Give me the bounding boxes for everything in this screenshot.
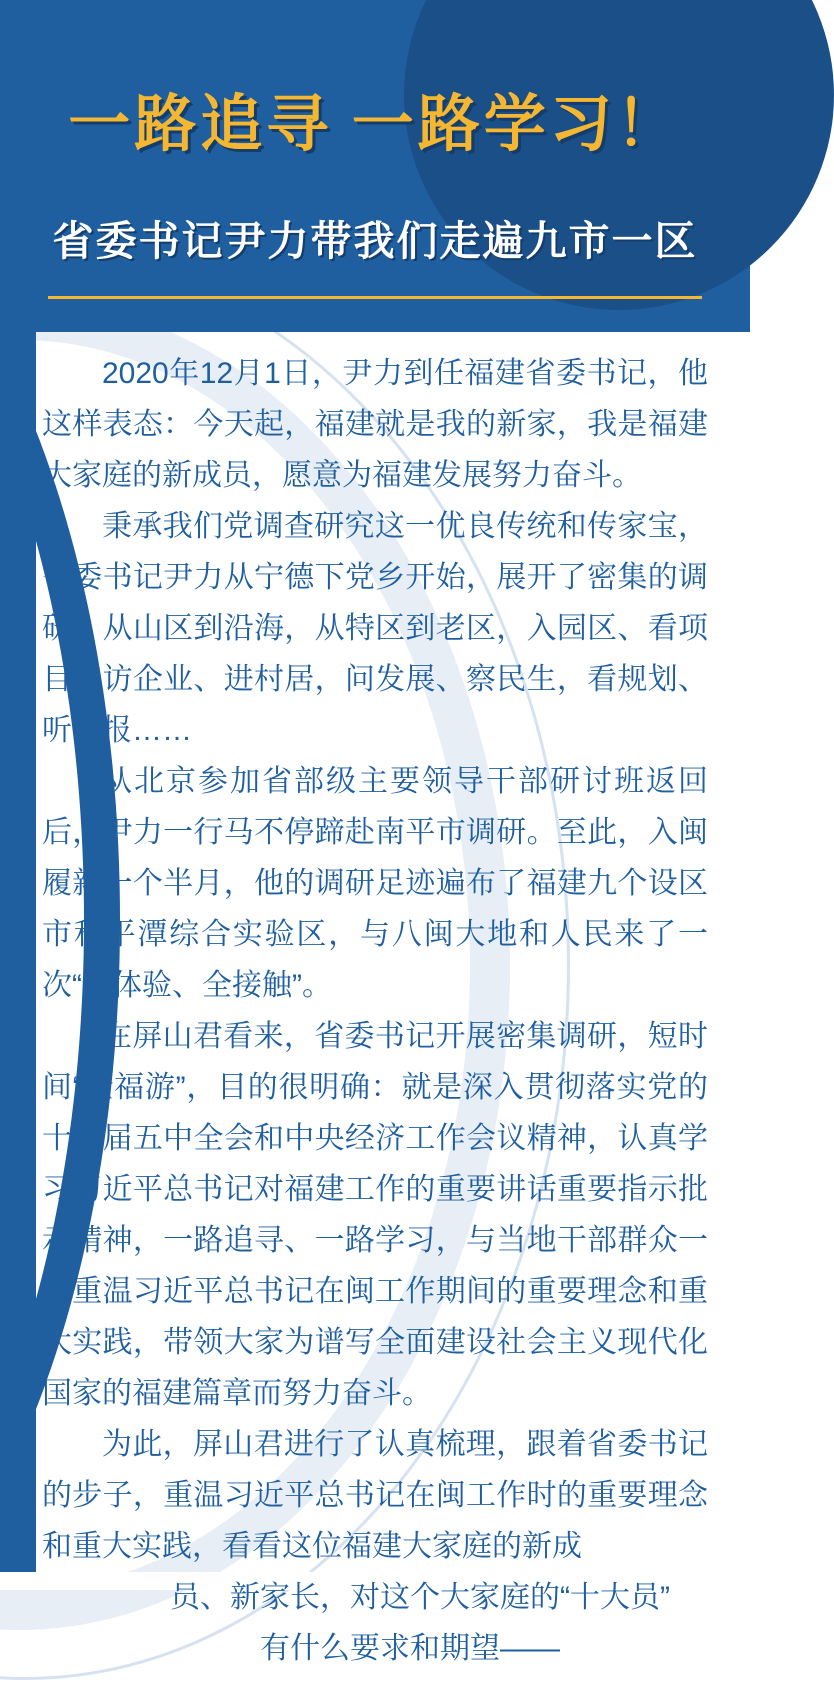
title-divider bbox=[48, 296, 702, 299]
article-body bbox=[42, 348, 708, 1674]
paragraph-tail: 有什么要求和期望—— bbox=[260, 1632, 560, 1665]
paragraph: 在屏山君看来，省委书记开展密集调研，短时间“全福游”，目的很明确：就是深入贯彻落实党的十九届五中全会和中央经济工作会议精神，认真学习习近平总书记对福建工作的重要讲话重要指示批示精神，一路追寻、一路学习，与当地干部群众一起重温习近平总书记在闽工作期间的重要理念和重大实践，带领大家为谱写全面建设社会主义现代化国家的福建篇章而努力奋斗。 bbox=[42, 1020, 708, 1410]
paragraph: 从北京参加省部级主要领导干部研讨班返回后，尹力一行马不停蹄赴南平市调研。至此，入闽履新一个半月，他的调研足迹遍布了福建九个设区市和平潭综合实验区，与八闽大地和人民来了一次“初体验、全接触”。 bbox=[42, 765, 708, 1002]
paragraph: 秉承我们党调查研究这一优良传统和传家宝，省委书记尹力从宁德下党乡开始，展开了密集的调研，从山区到沿海，从特区到老区，入园区、看项目，访企业、进村居，问发展、察民生，看规划、听汇报…… bbox=[42, 510, 708, 747]
paragraph-tail: 员、新家长，对这个大家庭的“十大员” bbox=[170, 1581, 670, 1614]
paragraph: 为此，屏山君进行了认真梳理，跟着省委书记的步子，重温习近平总书记在闽工作时的重要理念和重大实践，看看这位福建大家庭的新成 bbox=[42, 1428, 708, 1563]
page-subtitle: 省委书记尹力带我们走遍九市一区 bbox=[52, 218, 698, 264]
paragraph: 2020年12月1日，尹力到任福建省委书记，他这样表态：今天起，福建就是我的新家，我是福建大家庭的新成员，愿意为福建发展努力奋斗。 bbox=[42, 357, 708, 492]
poster-header bbox=[0, 0, 750, 332]
page-title: 一路追寻 一路学习！ bbox=[68, 91, 682, 159]
